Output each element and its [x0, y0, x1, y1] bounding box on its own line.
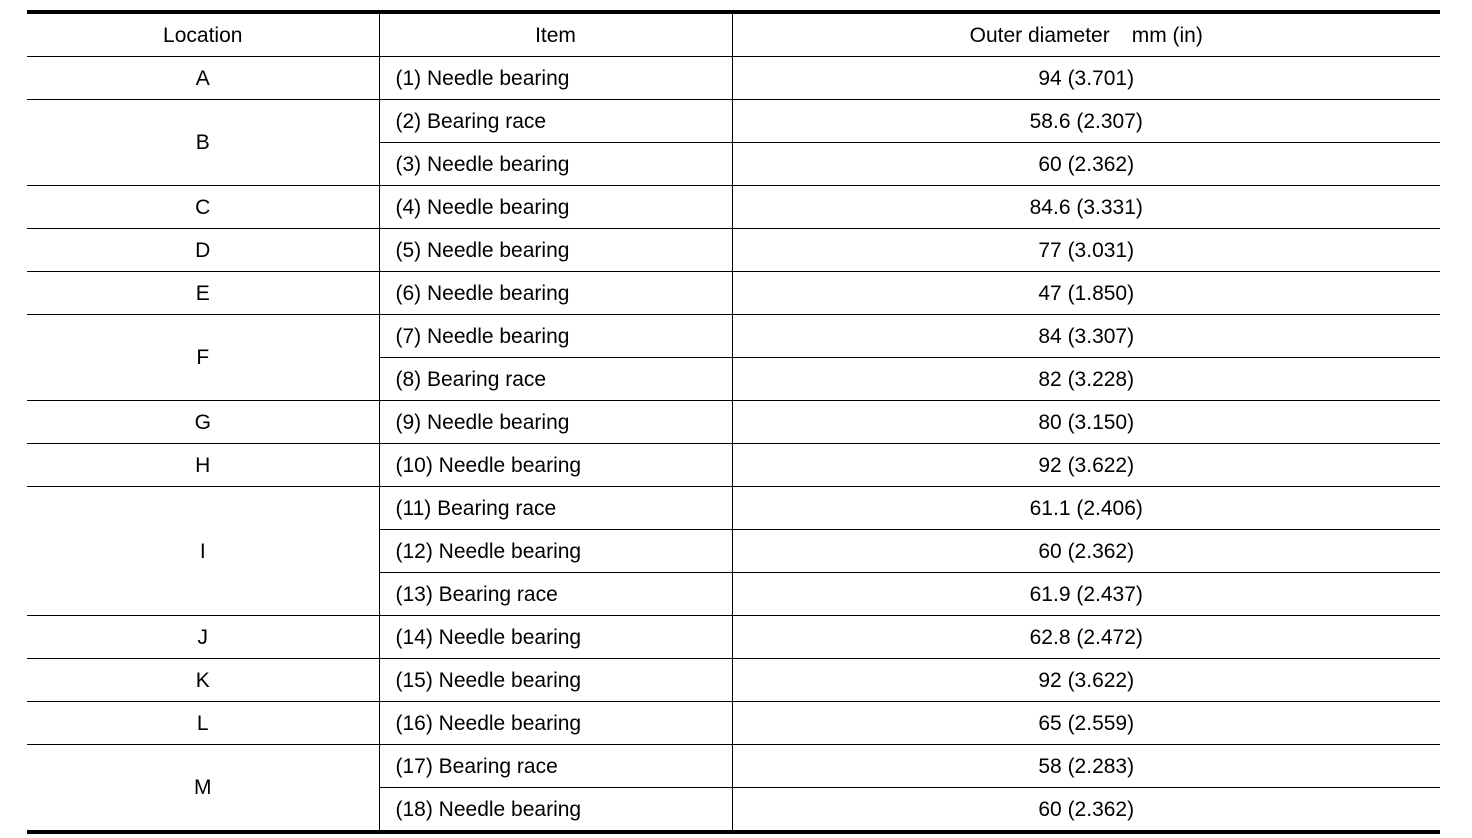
- location-cell: G: [27, 401, 379, 444]
- table-row: [27, 745, 1440, 788]
- item-header: Item: [379, 12, 732, 57]
- item-cell: (5) Needle bearing: [379, 229, 732, 272]
- location-cell: I: [27, 487, 379, 616]
- item-cell: (12) Needle bearing: [379, 530, 732, 573]
- bearing-diameter-table: [27, 10, 1440, 834]
- diameter-cell: 47 (1.850): [732, 272, 1440, 315]
- diameter-cell: 58.6 (2.307): [732, 100, 1440, 143]
- table-row: [27, 487, 1440, 530]
- location-header: Location: [27, 12, 379, 57]
- diameter-cell: 84.6 (3.331): [732, 186, 1440, 229]
- diameter-cell: 84 (3.307): [732, 315, 1440, 358]
- table-row: [27, 186, 1440, 229]
- diameter-cell: 77 (3.031): [732, 229, 1440, 272]
- diameter-cell: 62.8 (2.472): [732, 616, 1440, 659]
- item-cell: (17) Bearing race: [379, 745, 732, 788]
- table-header: [27, 12, 1440, 57]
- diameter-cell: 60 (2.362): [732, 530, 1440, 573]
- table-row: [27, 702, 1440, 745]
- location-cell: J: [27, 616, 379, 659]
- item-cell: (6) Needle bearing: [379, 272, 732, 315]
- location-cell: L: [27, 702, 379, 745]
- diameter-cell: 92 (3.622): [732, 659, 1440, 702]
- diameter-cell: 61.9 (2.437): [732, 573, 1440, 616]
- item-cell: (11) Bearing race: [379, 487, 732, 530]
- item-cell: (16) Needle bearing: [379, 702, 732, 745]
- item-cell: (10) Needle bearing: [379, 444, 732, 487]
- location-cell: M: [27, 745, 379, 833]
- diameter-cell: 61.1 (2.406): [732, 487, 1440, 530]
- diameter-cell: 80 (3.150): [732, 401, 1440, 444]
- item-cell: (9) Needle bearing: [379, 401, 732, 444]
- diameter-cell: 60 (2.362): [732, 788, 1440, 833]
- table-row: [27, 57, 1440, 100]
- diameter-header-unit: mm (in): [1131, 23, 1203, 47]
- table-row: [27, 401, 1440, 444]
- location-cell: F: [27, 315, 379, 401]
- header-row: [27, 12, 1440, 57]
- table-row: [27, 444, 1440, 487]
- diameter-cell: 65 (2.559): [732, 702, 1440, 745]
- location-cell: D: [27, 229, 379, 272]
- diameter-header: [732, 12, 1440, 57]
- location-cell: C: [27, 186, 379, 229]
- diameter-cell: 58 (2.283): [732, 745, 1440, 788]
- location-cell: A: [27, 57, 379, 100]
- diameter-header-label: Outer diameter: [969, 23, 1110, 47]
- diameter-cell: 94 (3.701): [732, 57, 1440, 100]
- item-cell: (8) Bearing race: [379, 358, 732, 401]
- location-cell: B: [27, 100, 379, 186]
- item-cell: (4) Needle bearing: [379, 186, 732, 229]
- location-cell: H: [27, 444, 379, 487]
- item-cell: (13) Bearing race: [379, 573, 732, 616]
- table-row: [27, 659, 1440, 702]
- item-cell: (15) Needle bearing: [379, 659, 732, 702]
- table-row: [27, 272, 1440, 315]
- item-cell: (7) Needle bearing: [379, 315, 732, 358]
- diameter-cell: 92 (3.622): [732, 444, 1440, 487]
- item-cell: (14) Needle bearing: [379, 616, 732, 659]
- table-body: [27, 57, 1440, 833]
- item-cell: (18) Needle bearing: [379, 788, 732, 833]
- item-cell: (2) Bearing race: [379, 100, 732, 143]
- table-row: [27, 229, 1440, 272]
- location-cell: K: [27, 659, 379, 702]
- table-row: [27, 616, 1440, 659]
- diameter-cell: 82 (3.228): [732, 358, 1440, 401]
- location-cell: E: [27, 272, 379, 315]
- diameter-cell: 60 (2.362): [732, 143, 1440, 186]
- table-row: [27, 315, 1440, 358]
- item-cell: (1) Needle bearing: [379, 57, 732, 100]
- item-cell: (3) Needle bearing: [379, 143, 732, 186]
- table-row: [27, 100, 1440, 143]
